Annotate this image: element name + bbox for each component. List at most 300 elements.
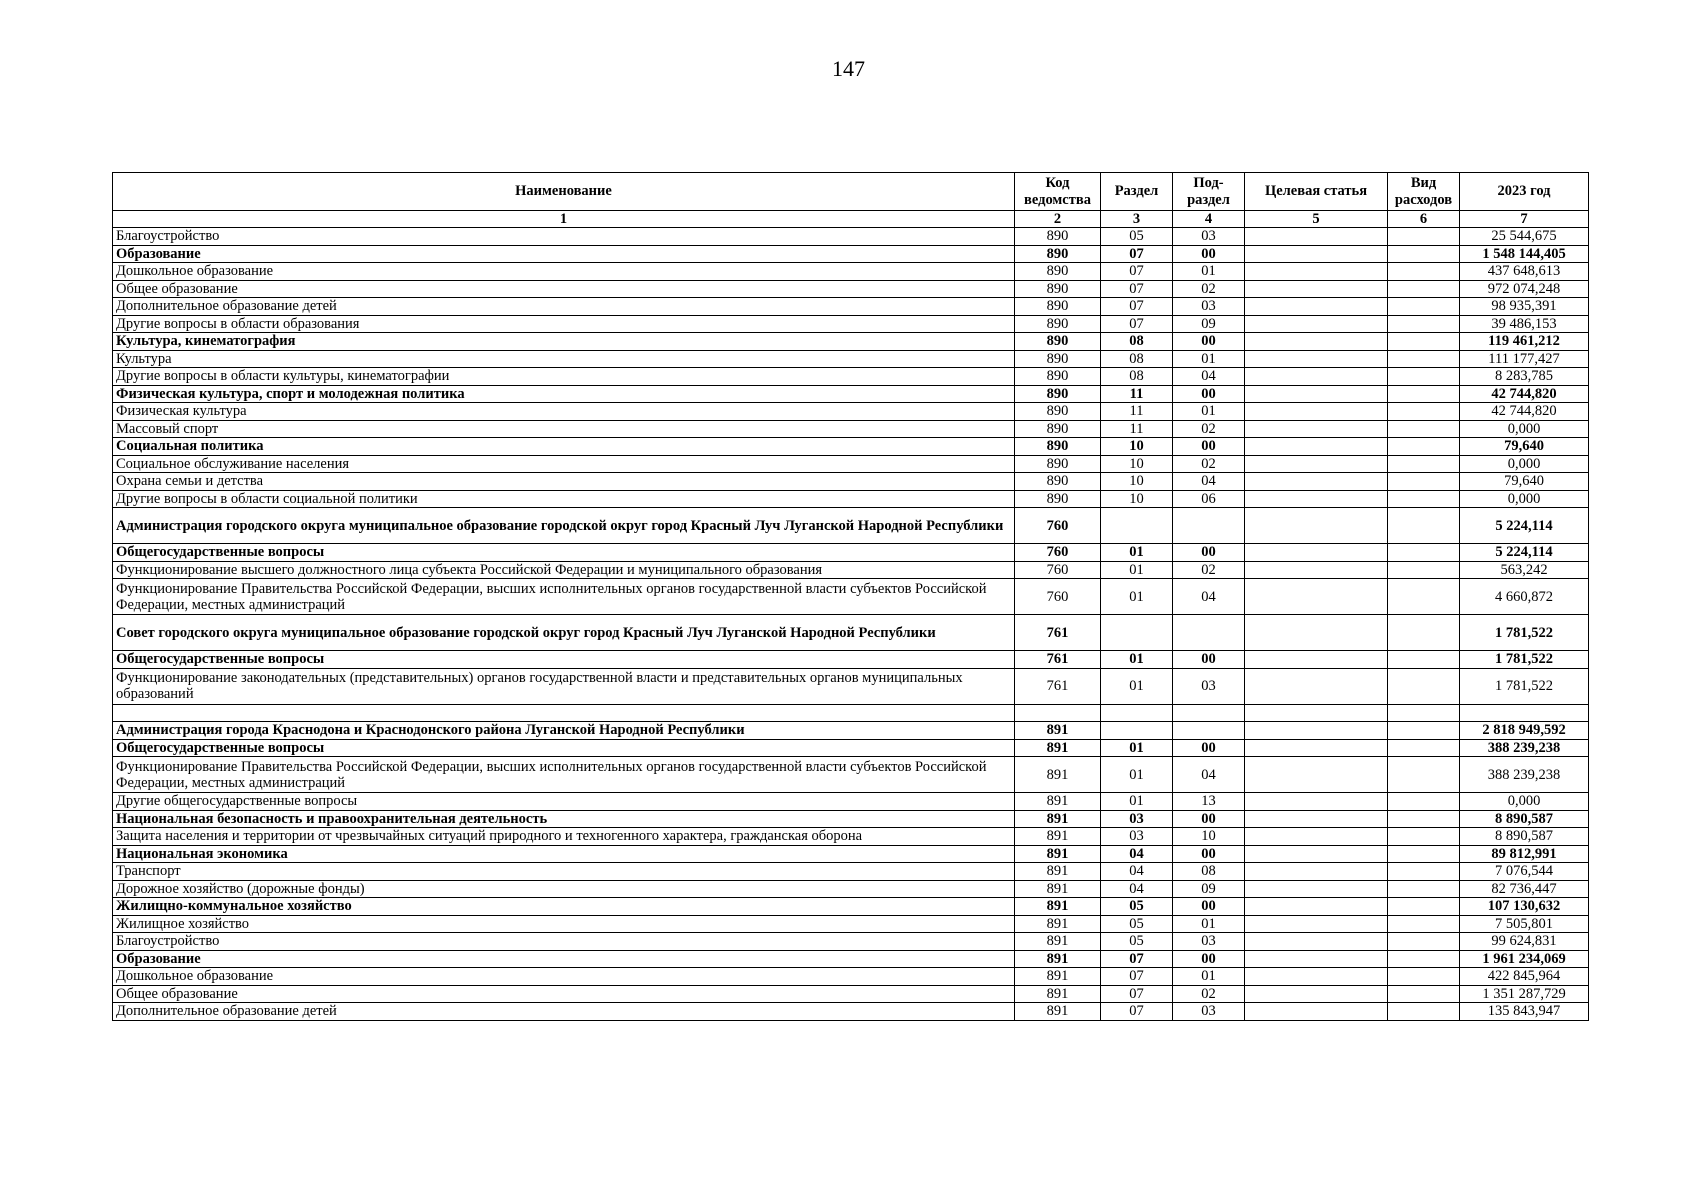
page-number: 147 [832, 56, 865, 81]
row-value: 79,640 [1460, 438, 1589, 456]
row-name: Общегосударственные вопросы [113, 651, 1015, 669]
table-body [113, 228, 1589, 1021]
row-section: 11 [1101, 385, 1173, 403]
row-subsection: 06 [1173, 490, 1245, 508]
row-section: 07 [1101, 968, 1173, 986]
row-section: 01 [1101, 561, 1173, 579]
row-type [1388, 228, 1460, 246]
row-section: 07 [1101, 298, 1173, 316]
row-code: 890 [1015, 473, 1101, 491]
column-number: 6 [1388, 211, 1460, 228]
row-value [1460, 704, 1589, 722]
row-section: 07 [1101, 1003, 1173, 1021]
row-name: Общегосударственные вопросы [113, 544, 1015, 562]
row-value: 107 130,632 [1460, 898, 1589, 916]
row-value: 2 818 949,592 [1460, 722, 1589, 740]
row-type [1388, 845, 1460, 863]
row-subsection: 04 [1173, 368, 1245, 386]
row-subsection: 02 [1173, 420, 1245, 438]
row-subsection [1173, 704, 1245, 722]
table-row [113, 508, 1589, 544]
table-row [113, 845, 1589, 863]
row-subsection: 00 [1173, 950, 1245, 968]
header-name: Наименование [113, 173, 1015, 211]
row-section: 07 [1101, 985, 1173, 1003]
row-name: Транспорт [113, 863, 1015, 881]
row-code: 890 [1015, 263, 1101, 281]
row-subsection: 04 [1173, 579, 1245, 615]
row-section: 01 [1101, 793, 1173, 811]
row-section: 01 [1101, 544, 1173, 562]
table-row [113, 561, 1589, 579]
table-row [113, 245, 1589, 263]
header-type: Вид расходов [1388, 173, 1460, 211]
row-section: 05 [1101, 898, 1173, 916]
row-target [1245, 793, 1388, 811]
row-value: 25 544,675 [1460, 228, 1589, 246]
row-value: 1 781,522 [1460, 651, 1589, 669]
row-value: 437 648,613 [1460, 263, 1589, 281]
row-type [1388, 561, 1460, 579]
row-subsection: 00 [1173, 845, 1245, 863]
row-name: Совет городского округа муниципальное образование городской округ город Красный Луч Луганской Народной Республики [113, 615, 1015, 651]
row-target [1245, 968, 1388, 986]
row-value: 5 224,114 [1460, 508, 1589, 544]
row-name: Администрация городского округа муниципальное образование городской округ город Красный Луч Луганской Народной Республики [113, 508, 1015, 544]
row-code: 761 [1015, 668, 1101, 704]
row-name: Культура, кинематография [113, 333, 1015, 351]
row-target [1245, 828, 1388, 846]
row-name: Дополнительное образование детей [113, 1003, 1015, 1021]
table-row [113, 368, 1589, 386]
row-subsection: 00 [1173, 438, 1245, 456]
row-target [1245, 651, 1388, 669]
row-target [1245, 333, 1388, 351]
row-section: 01 [1101, 757, 1173, 793]
row-code: 890 [1015, 403, 1101, 421]
row-type [1388, 793, 1460, 811]
row-code: 891 [1015, 915, 1101, 933]
row-type [1388, 757, 1460, 793]
row-subsection: 03 [1173, 298, 1245, 316]
row-subsection: 03 [1173, 933, 1245, 951]
row-code: 890 [1015, 490, 1101, 508]
row-value: 0,000 [1460, 420, 1589, 438]
row-section: 10 [1101, 490, 1173, 508]
row-subsection: 03 [1173, 228, 1245, 246]
row-code: 890 [1015, 228, 1101, 246]
row-section: 03 [1101, 828, 1173, 846]
table-row [113, 315, 1589, 333]
row-section: 01 [1101, 651, 1173, 669]
column-number: 1 [113, 211, 1015, 228]
row-subsection: 04 [1173, 473, 1245, 491]
row-type [1388, 298, 1460, 316]
row-section: 01 [1101, 739, 1173, 757]
row-value: 5 224,114 [1460, 544, 1589, 562]
row-code: 891 [1015, 898, 1101, 916]
table-row [113, 420, 1589, 438]
row-value: 42 744,820 [1460, 403, 1589, 421]
row-code: 891 [1015, 828, 1101, 846]
row-value: 1 548 144,405 [1460, 245, 1589, 263]
row-name: Другие общегосударственные вопросы [113, 793, 1015, 811]
row-value: 422 845,964 [1460, 968, 1589, 986]
row-name: Функционирование Правительства Российской Федерации, высших исполнительных органов государственной власти субъектов Российской Федерации, местных администраций [113, 579, 1015, 615]
row-target [1245, 438, 1388, 456]
column-number: 7 [1460, 211, 1589, 228]
table-row [113, 668, 1589, 704]
row-type [1388, 880, 1460, 898]
column-number-row [113, 211, 1589, 228]
table-row [113, 455, 1589, 473]
row-name: Другие вопросы в области социальной политики [113, 490, 1015, 508]
row-type [1388, 490, 1460, 508]
table-row [113, 615, 1589, 651]
row-subsection: 01 [1173, 263, 1245, 281]
row-value: 1 961 234,069 [1460, 950, 1589, 968]
row-target [1245, 228, 1388, 246]
row-type [1388, 315, 1460, 333]
row-section: 01 [1101, 579, 1173, 615]
table-row [113, 793, 1589, 811]
row-subsection [1173, 508, 1245, 544]
row-section: 01 [1101, 668, 1173, 704]
row-name: Социальное обслуживание населения [113, 455, 1015, 473]
row-subsection: 00 [1173, 898, 1245, 916]
row-target [1245, 898, 1388, 916]
row-code: 891 [1015, 968, 1101, 986]
row-name: Дошкольное образование [113, 263, 1015, 281]
row-value: 8 890,587 [1460, 828, 1589, 846]
table-row [113, 579, 1589, 615]
budget-table [112, 172, 1589, 1021]
row-type [1388, 651, 1460, 669]
row-type [1388, 810, 1460, 828]
row-section: 07 [1101, 263, 1173, 281]
row-value: 1 781,522 [1460, 668, 1589, 704]
row-value: 99 624,831 [1460, 933, 1589, 951]
table-row [113, 350, 1589, 368]
row-name: Функционирование законодательных (представительных) органов государственной власти и представительных органов муниципальных образований [113, 668, 1015, 704]
row-type [1388, 455, 1460, 473]
header-year: 2023 год [1460, 173, 1589, 211]
row-type [1388, 438, 1460, 456]
row-section: 08 [1101, 350, 1173, 368]
row-code: 891 [1015, 985, 1101, 1003]
row-name: Дополнительное образование детей [113, 298, 1015, 316]
row-name: Общее образование [113, 280, 1015, 298]
row-value: 8 890,587 [1460, 810, 1589, 828]
row-code: 891 [1015, 950, 1101, 968]
table-row [113, 298, 1589, 316]
row-value: 1 781,522 [1460, 615, 1589, 651]
row-code: 891 [1015, 739, 1101, 757]
header-section: Раздел [1101, 173, 1173, 211]
row-section: 05 [1101, 915, 1173, 933]
table-row [113, 863, 1589, 881]
table-row [113, 263, 1589, 281]
row-section: 04 [1101, 845, 1173, 863]
row-type [1388, 968, 1460, 986]
row-subsection: 01 [1173, 350, 1245, 368]
table-row [113, 473, 1589, 491]
row-type [1388, 739, 1460, 757]
row-subsection: 00 [1173, 739, 1245, 757]
row-section [1101, 704, 1173, 722]
row-target [1245, 579, 1388, 615]
row-target [1245, 704, 1388, 722]
row-target [1245, 863, 1388, 881]
row-value: 563,242 [1460, 561, 1589, 579]
row-target [1245, 950, 1388, 968]
row-subsection [1173, 722, 1245, 740]
row-subsection: 00 [1173, 385, 1245, 403]
row-value: 972 074,248 [1460, 280, 1589, 298]
row-value: 119 461,212 [1460, 333, 1589, 351]
row-section: 11 [1101, 420, 1173, 438]
row-type [1388, 579, 1460, 615]
row-section: 11 [1101, 403, 1173, 421]
row-subsection: 00 [1173, 245, 1245, 263]
row-subsection: 02 [1173, 280, 1245, 298]
row-code: 760 [1015, 508, 1101, 544]
row-code: 891 [1015, 810, 1101, 828]
row-subsection: 04 [1173, 757, 1245, 793]
row-target [1245, 915, 1388, 933]
row-section: 07 [1101, 280, 1173, 298]
row-subsection: 03 [1173, 1003, 1245, 1021]
row-name: Другие вопросы в области культуры, кинематографии [113, 368, 1015, 386]
row-subsection: 01 [1173, 968, 1245, 986]
row-type [1388, 333, 1460, 351]
row-target [1245, 385, 1388, 403]
row-name: Защита населения и территории от чрезвычайных ситуаций природного и техногенного характера, гражданская оборона [113, 828, 1015, 846]
row-subsection: 09 [1173, 880, 1245, 898]
row-section [1101, 615, 1173, 651]
row-target [1245, 315, 1388, 333]
row-name: Функционирование Правительства Российской Федерации, высших исполнительных органов государственной власти субъектов Российской Федерации, местных администраций [113, 757, 1015, 793]
row-subsection: 00 [1173, 810, 1245, 828]
row-subsection: 01 [1173, 403, 1245, 421]
row-value: 89 812,991 [1460, 845, 1589, 863]
row-section: 10 [1101, 473, 1173, 491]
row-name: Функционирование высшего должностного лица субъекта Российской Федерации и муниципального образования [113, 561, 1015, 579]
row-section: 07 [1101, 950, 1173, 968]
row-type [1388, 615, 1460, 651]
table-row [113, 490, 1589, 508]
row-code: 760 [1015, 579, 1101, 615]
row-subsection: 00 [1173, 544, 1245, 562]
row-type [1388, 1003, 1460, 1021]
row-type [1388, 950, 1460, 968]
row-target [1245, 420, 1388, 438]
row-value: 79,640 [1460, 473, 1589, 491]
table-row [113, 403, 1589, 421]
row-target [1245, 403, 1388, 421]
row-target [1245, 508, 1388, 544]
row-target [1245, 933, 1388, 951]
row-value: 8 283,785 [1460, 368, 1589, 386]
row-value: 7 505,801 [1460, 915, 1589, 933]
row-name: Администрация города Краснодона и Краснодонского района Луганской Народной Республики [113, 722, 1015, 740]
row-code: 890 [1015, 280, 1101, 298]
row-section: 10 [1101, 438, 1173, 456]
row-target [1245, 490, 1388, 508]
table-row [113, 828, 1589, 846]
row-target [1245, 845, 1388, 863]
row-value: 4 660,872 [1460, 579, 1589, 615]
row-target [1245, 280, 1388, 298]
row-section: 08 [1101, 333, 1173, 351]
row-code: 761 [1015, 651, 1101, 669]
row-code [1015, 704, 1101, 722]
table-row [113, 810, 1589, 828]
row-code: 891 [1015, 933, 1101, 951]
row-section: 05 [1101, 933, 1173, 951]
table-row [113, 950, 1589, 968]
row-value: 135 843,947 [1460, 1003, 1589, 1021]
row-code: 760 [1015, 544, 1101, 562]
row-type [1388, 544, 1460, 562]
row-subsection: 09 [1173, 315, 1245, 333]
column-number: 2 [1015, 211, 1101, 228]
row-subsection: 02 [1173, 455, 1245, 473]
row-target [1245, 473, 1388, 491]
table-row [113, 968, 1589, 986]
row-section: 03 [1101, 810, 1173, 828]
row-code: 891 [1015, 757, 1101, 793]
row-name: Национальная безопасность и правоохранительная деятельность [113, 810, 1015, 828]
row-name: Физическая культура [113, 403, 1015, 421]
row-section: 10 [1101, 455, 1173, 473]
row-value: 0,000 [1460, 793, 1589, 811]
row-type [1388, 915, 1460, 933]
column-number: 3 [1101, 211, 1173, 228]
row-type [1388, 368, 1460, 386]
table-row [113, 333, 1589, 351]
row-type [1388, 245, 1460, 263]
row-type [1388, 985, 1460, 1003]
row-value: 7 076,544 [1460, 863, 1589, 881]
row-type [1388, 722, 1460, 740]
row-section: 04 [1101, 880, 1173, 898]
row-target [1245, 615, 1388, 651]
row-code: 890 [1015, 420, 1101, 438]
row-code: 890 [1015, 245, 1101, 263]
row-target [1245, 368, 1388, 386]
row-value: 39 486,153 [1460, 315, 1589, 333]
row-target [1245, 739, 1388, 757]
row-type [1388, 385, 1460, 403]
row-value: 388 239,238 [1460, 739, 1589, 757]
row-section: 07 [1101, 245, 1173, 263]
table-row [113, 898, 1589, 916]
row-code: 890 [1015, 385, 1101, 403]
header-row [113, 173, 1589, 211]
row-subsection: 01 [1173, 915, 1245, 933]
column-number: 4 [1173, 211, 1245, 228]
row-name [113, 704, 1015, 722]
row-code: 890 [1015, 350, 1101, 368]
row-section: 08 [1101, 368, 1173, 386]
row-value: 98 935,391 [1460, 298, 1589, 316]
row-subsection: 02 [1173, 561, 1245, 579]
table-row [113, 933, 1589, 951]
row-target [1245, 298, 1388, 316]
table-row [113, 228, 1589, 246]
row-name: Благоустройство [113, 933, 1015, 951]
row-value: 0,000 [1460, 455, 1589, 473]
row-code: 890 [1015, 333, 1101, 351]
row-name: Образование [113, 950, 1015, 968]
row-type [1388, 668, 1460, 704]
table-row [113, 544, 1589, 562]
row-type [1388, 898, 1460, 916]
table-row [113, 651, 1589, 669]
row-target [1245, 350, 1388, 368]
row-target [1245, 455, 1388, 473]
table-row [113, 438, 1589, 456]
row-type [1388, 403, 1460, 421]
row-subsection: 08 [1173, 863, 1245, 881]
row-type [1388, 350, 1460, 368]
row-type [1388, 704, 1460, 722]
row-code: 891 [1015, 793, 1101, 811]
header-code: Код ведомства [1015, 173, 1101, 211]
table-row [113, 880, 1589, 898]
row-name: Другие вопросы в области образования [113, 315, 1015, 333]
row-name: Жилищное хозяйство [113, 915, 1015, 933]
row-code: 890 [1015, 438, 1101, 456]
row-name: Социальная политика [113, 438, 1015, 456]
row-type [1388, 828, 1460, 846]
row-type [1388, 508, 1460, 544]
row-target [1245, 1003, 1388, 1021]
row-name: Национальная экономика [113, 845, 1015, 863]
row-code: 890 [1015, 368, 1101, 386]
row-value: 0,000 [1460, 490, 1589, 508]
row-code: 891 [1015, 863, 1101, 881]
table-row [113, 757, 1589, 793]
row-value: 82 736,447 [1460, 880, 1589, 898]
row-subsection [1173, 615, 1245, 651]
row-name: Культура [113, 350, 1015, 368]
row-name: Жилищно-коммунальное хозяйство [113, 898, 1015, 916]
table-row [113, 704, 1589, 722]
row-name: Дорожное хозяйство (дорожные фонды) [113, 880, 1015, 898]
row-target [1245, 245, 1388, 263]
row-type [1388, 933, 1460, 951]
row-code: 890 [1015, 298, 1101, 316]
table-row [113, 722, 1589, 740]
row-target [1245, 810, 1388, 828]
row-name: Дошкольное образование [113, 968, 1015, 986]
row-code: 761 [1015, 615, 1101, 651]
row-target [1245, 757, 1388, 793]
table-row [113, 985, 1589, 1003]
row-type [1388, 863, 1460, 881]
row-value: 42 744,820 [1460, 385, 1589, 403]
row-name: Образование [113, 245, 1015, 263]
row-code: 891 [1015, 845, 1101, 863]
row-code: 890 [1015, 455, 1101, 473]
table-row [113, 739, 1589, 757]
row-target [1245, 985, 1388, 1003]
row-code: 891 [1015, 722, 1101, 740]
row-subsection: 13 [1173, 793, 1245, 811]
row-code: 891 [1015, 1003, 1101, 1021]
